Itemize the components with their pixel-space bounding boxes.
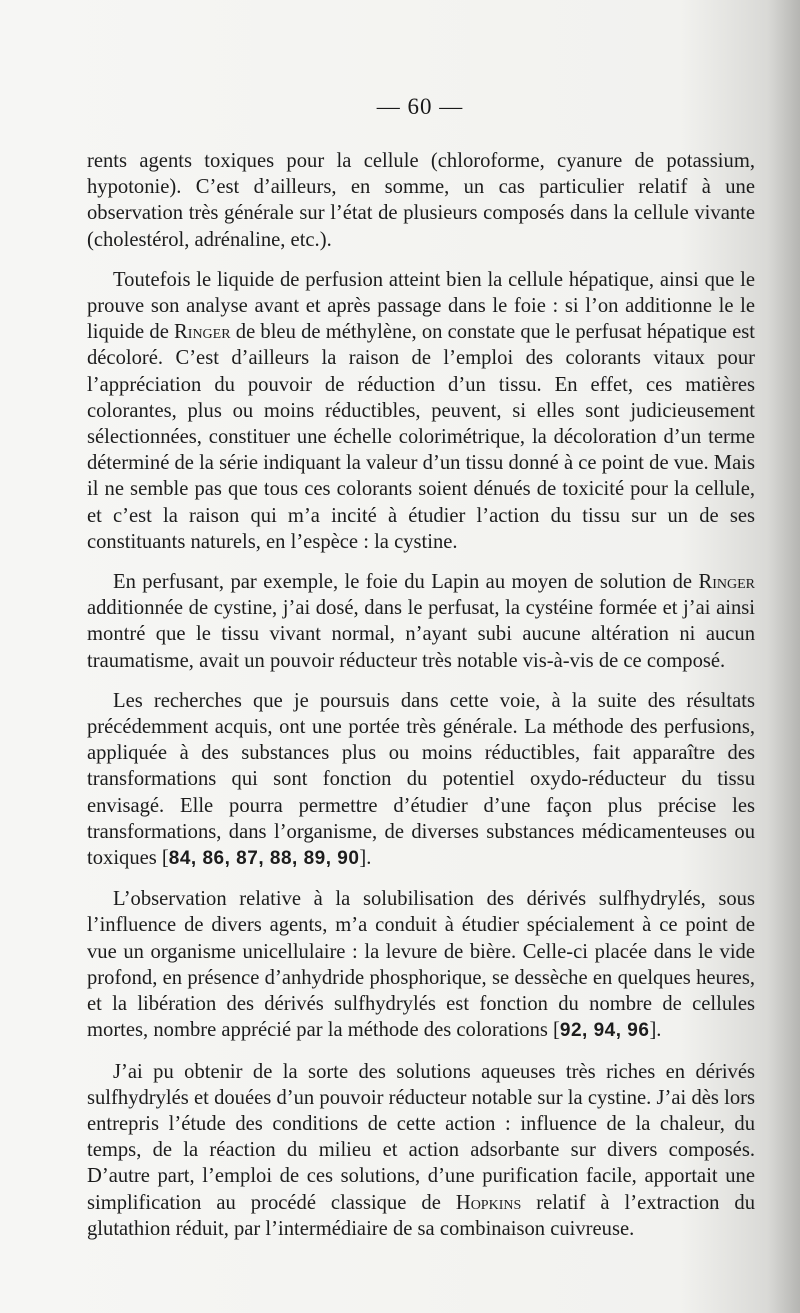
paragraph-5-text: L’observation relative à la solubilisation des dérivés sulfhydrylés, sous l’influence de divers agents, m’a conduit à étudier spécialement à ce point de vue un organisme unicellulaire : la levure de bière. Celle-ci placée dans le vide profond, en présence d’anhydride phosphorique, se dessèche en quelques heures, et la libération des dérivés sulfhydrylés est fonction du nombre de cellules mortes, nombre apprécié par la méthode des colorations [ <box>87 888 755 1042</box>
reference-close: ]. <box>359 847 372 870</box>
paragraph-4 <box>87 688 755 872</box>
hopkins-name: Hopkins <box>455 1191 522 1214</box>
reference-numbers: 84, 86, 87, 88, 89, 90 <box>168 848 360 870</box>
paragraph-3-part-1: En perfusant, par exemple, le foie du Lapin au moyen de solution de <box>113 571 699 594</box>
paragraph-3-part-2: additionnée de cystine, j’ai dosé, dans le perfusat, la cystéine formée et j’ai ainsi montré que le tissu vivant normal, n’ayant subi aucune altération ni aucun traumatisme, avait un pouvoir réducteur très notable vis-à-vis de ce composé. <box>87 597 755 672</box>
paragraph-3 <box>87 569 755 674</box>
paragraph-6 <box>87 1059 755 1242</box>
paragraph-2-part-1: Toutefois le liquide de perfusion atteint bien la cellule hépatique, ainsi que le prouve son analyse avant et après passage dans le foie : si l’on additionne le le liquide de <box>87 268 755 344</box>
paragraph-2 <box>87 267 755 555</box>
paragraph-6-part-1: J’ai pu obtenir de la sorte des solutions aqueuses très riches en dérivés sulfhydrylés et douées d’un pouvoir réducteur notable sur la cystine. J’ai dès lors entrepris l’étude des conditions de cette action : influence de la chaleur, du temps, de la réaction du milieu et action adsorbante sur divers composés. D’autre part, l’emploi de ces solutions, d’une purification facile, apportait une simplification au procédé classique de <box>87 1060 755 1214</box>
body-text <box>87 148 755 1256</box>
reference-close: ]. <box>649 1019 662 1042</box>
reference-numbers: 92, 94, 96 <box>559 1020 650 1042</box>
paragraph-6-part-2: relatif à l’extraction du glutathion réduit, par l’intermédiaire de sa combinaison cuivreuse. <box>87 1191 756 1240</box>
page-number: — 60 — <box>376 94 464 119</box>
paragraph-4-text: Les recherches que je poursuis dans cette voie, à la suite des résultats précédemment acquis, ont une portée très générale. La méthode des perfusions, appliquée à des substances plus ou moins réductibles, fait apparaître des transformations qui sont fonction du potentiel oxydo-réducteur du tissu envisagé. Elle pourra permettre d’étudier d’une façon plus précise les transformations, dans l’organisme, de diverses substances médicamenteuses ou toxiques [ <box>87 689 755 870</box>
paragraph-2-part-2: de bleu de méthylène, on constate que le perfusat hépatique est décoloré. C’est d’ailleurs la raison de l’emploi des colorants vitaux pour l’appréciation du pouvoir de réduction d’un tissu. En effet, ces matières colorantes, plus ou moins réductibles, peuvent, si elles sont judicieusement sélectionnées, constituer une échelle colorimétrique, la décoloration d’un terme déterminé de la série indiquant la valeur d’un tissu donné à ce point de vue. Mais il ne semble pas que tous ces colorants soient dénués de toxicité pour la cellule, et c’est la raison qui m’a incité à étudier l’action du tissu sur un de ses constituants naturels, en l’espèce : la cystine. <box>87 321 755 553</box>
paragraph-5 <box>87 886 755 1044</box>
paragraph-1: rents agents toxiques pour la cellule (chloroforme, cyanure de potassium, hypotonie). C’est d’ailleurs, en somme, un cas particulier relatif à une observation très générale sur l’état de plusieurs composés dans la cellule vivante (cholestérol, adrénaline, etc.). <box>87 150 755 251</box>
ringer-name: Ringer <box>174 321 231 344</box>
ringer-name: Ringer <box>698 571 755 594</box>
